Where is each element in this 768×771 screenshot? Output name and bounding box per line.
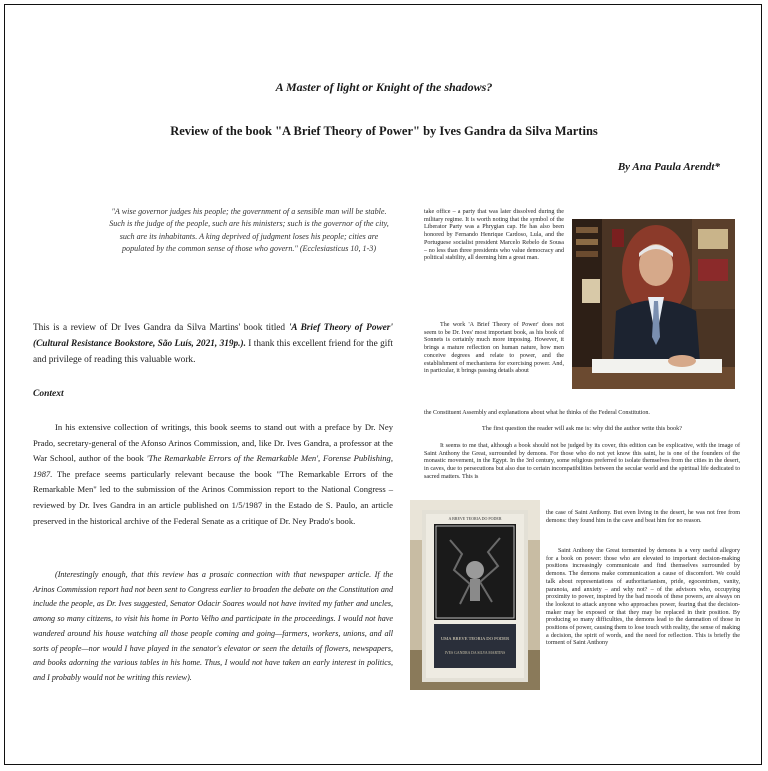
intro-text-after: I thank this excellent friend for the gift and privilege of reading this valuable work. (33, 339, 393, 365)
context-paragraph-2: (Interestingly enough, that this review has a prosaic connection with that newspaper article. If the Arinos Commission report had not been sent to Congress earlier to broaden the debate on the Constitution and include the people, as Dr. Ives suggested, Senator Odacir Soares would not have invited my father and uncles, among so many citizens, to visit his home in Porto Velho and participate in the proceedings. I would not have wandered around his house watching all those people coming and going—farmers, workers, unions, and all sorts of people—nor would I have played in the senator's elevator or seen the details of flowers, newspapers, and books adorning the various tables in his home. Thus, I would not have taken an early interest in politics, and I probably would not be writing this review). (33, 570, 393, 682)
intro-text-before: This is a review of Dr Ives Gandra da Silva Martins' book titled (33, 323, 289, 333)
right-column-text-3: It seems to me that, although a book should not be judged by its cover, this edition can be explicative, with the image of Saint Anthony the Great, surrounded by demons. For those who do not yet know this saint, he is one of the founders of the monastic movement, in the Egypt. In the 3rd century, some religious preferred to isolate themselves from the cities in the desert, in caves, due to persecutions but also due to certain incompatibilities between the secular world and the spiritual life dedicated to sacred matters. This is (424, 443, 740, 480)
context-paragraph-1 (33, 420, 393, 529)
article-kicker: A Master of light or Knight of the shadows? (275, 80, 493, 94)
section-heading-context: Context (33, 389, 64, 399)
byline: By Ana Paula Arendt* (617, 161, 720, 173)
para1-text-b: The preface seems particularly relevant because the book "The Remarkable Errors of the Remarkable Men" led to the submission of the Arinos Commission report to the National Congress – reviewed by Dr. Ives Gandra in an article published on 1/5/1987 in the Estado de S. Paulo, an article preserved in the historical archive of the Federal Senate as a critique of Dr. Ney Prado's book. (33, 468, 393, 526)
book-cover-photo (410, 500, 540, 690)
book-cover-top-label: A BREVE TEORIA DO PODER (448, 516, 502, 521)
intro-paragraph (33, 320, 393, 368)
right-column-text-4: the case of Saint Anthony. But even living in the desert, he was not free from demons: they found him in the cave and beat him for no reason. (546, 510, 740, 524)
right-column-text-2: The work 'A Brief Theory of Power' does not seem to be Dr. Ives' most important book, as his book of Sonnets is certainly much more imposing. However, it brings a mature reflection on human nature, how men conceive degrees and relate to power, and the establishment of mechanisms for exercising power. And, in particular, it brings passing details about (424, 322, 564, 375)
intro-book-citation: 'A Brief Theory of Power' (Cultural Resistance Bookstore, São Luís, 2021, 319p.). (33, 323, 393, 349)
book-cover-title: UMA BREVE TEORIA DO PODER (440, 636, 510, 641)
author-photo-image (572, 219, 735, 389)
article-title: Review of the book "A Brief Theory of Power" by Ives Gandra da Silva Martins (170, 124, 598, 138)
right-column-question: The first question the reader will ask me is: why did the author write this book? (481, 425, 683, 432)
para1-text-a: In his extensive collection of writings, this book seems to stand out with a preface by Dr. Ney Prado, secretary-general of the Afonso Arinos Commission, and, like Dr. Ives Gandra, a professor at the War School, author of the book (33, 422, 393, 464)
right-column-text-1: take office – a party that was later dissolved during the military regime. It is worth noting that the symbol of the Liberator Party was a Phrygian cap. He has also been honored by Fernando Henrique Cardoso, Lula, and the Portuguese socialist president Marcelo Rebelo de Sousa – no less than three presidents who value democracy and political stability, all deeming him a great man. (424, 209, 564, 262)
book-cover-image (410, 500, 540, 690)
right-column-text-2b: the Constituent Assembly and explanations about what he thinks of the Federal Constitution. (424, 410, 650, 416)
author-photo (572, 219, 735, 389)
epigraph-quote: "A wise governor judges his people; the government of a sensible man will be stable. Such is the judge of the people, such are his ministers; such is the governor of the city, such are its inhabitants. A king deprived of judgment loses his people; cities are populated by the common sense of those who govern." (Ecclesiasticus 10, 1-3) (109, 207, 389, 254)
para1-book-citation: 'The Remarkable Errors of the Remarkable Men', Forense Publishing, 1987. (33, 453, 394, 479)
right-column-text-5: Saint Anthony the Great tormented by demons is a very useful allegory for a book on power: those who are elevated to important decision-making positions increasingly communicate and find themselves surrounded by demons. The demons make communication a cause of discomfort. We could talk about representations of authoritarianism, pride, egocentrism, vanity, paranoia, and anxiety – and why not? – of the advisors who, occupying proximity to power, inspired by the bad moods of these powers, are always on the lookout to attack anyone who approaches power, fearing that the decision-maker may be exposed or that they may be replaced in their position. By producing so many difficulties, the demons lead to the damnation of those in positions of power, causing them to lose touch with reality, the sense of making a decision, the spirit of words, and the need for reflection. This is briefly the torment of Saint Anthony (546, 548, 740, 647)
book-cover-author: IVES GANDRA DA SILVA MARTINS (444, 651, 506, 655)
